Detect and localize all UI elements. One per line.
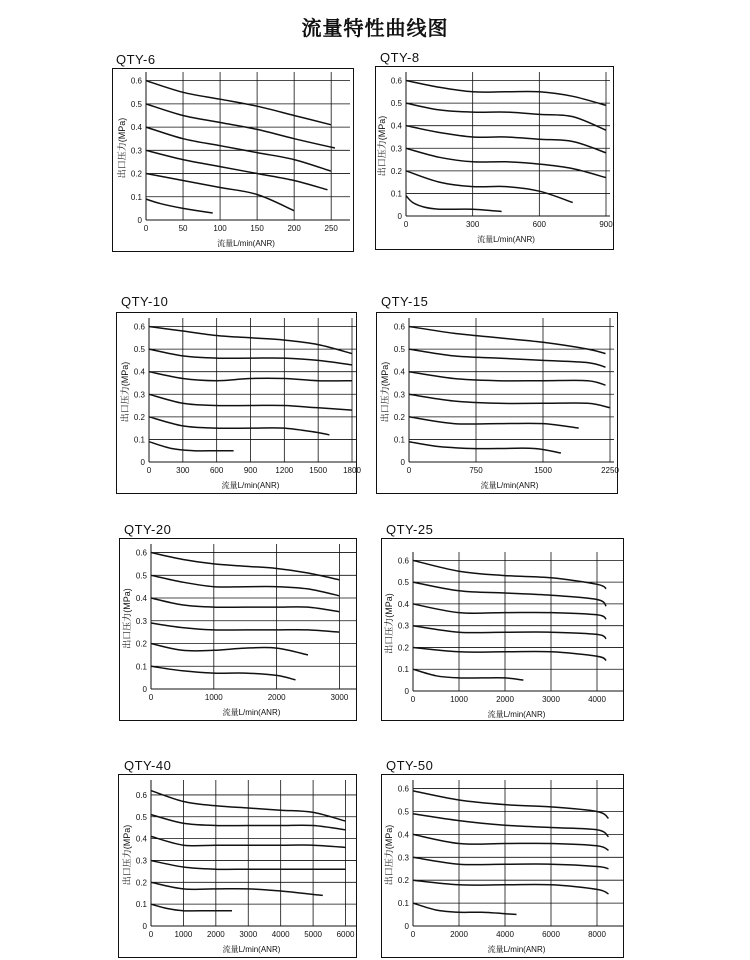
y-tick-label: 0.5: [133, 345, 145, 355]
series-line-4: [151, 882, 323, 895]
x-tick-label: 4000: [496, 930, 514, 939]
x-tick-label: 3000: [542, 695, 560, 704]
series-line-1: [413, 582, 606, 606]
y-tick-label: 0.4: [135, 834, 147, 844]
series-line-1: [406, 103, 606, 130]
series-line-5: [151, 904, 232, 911]
y-axis-label: 出口压力(MPa): [120, 361, 130, 423]
y-tick-label: 0.1: [135, 900, 147, 910]
series-line-4: [413, 880, 609, 894]
x-tick-label: 2000: [496, 695, 514, 704]
x-tick-label: 900: [599, 220, 613, 229]
series-line-3: [151, 623, 339, 632]
y-tick-label: 0.6: [130, 76, 142, 86]
y-tick-label: 0.4: [397, 599, 409, 609]
y-tick-label: 0.6: [397, 784, 409, 794]
x-tick-label: 1500: [534, 466, 552, 475]
y-tick-label: 0.6: [133, 322, 145, 332]
y-tick-label: 0.6: [135, 790, 147, 800]
y-tick-label: 0.1: [397, 899, 409, 909]
x-tick-label: 600: [209, 466, 224, 475]
y-tick-label: 0.5: [135, 812, 147, 822]
x-tick-label: 250: [324, 224, 338, 233]
y-tick-label: 0.5: [397, 807, 409, 817]
y-tick-label: 0.2: [397, 876, 409, 886]
x-tick-label: 0: [410, 930, 416, 939]
series-line-1: [409, 349, 606, 367]
x-tick-label: 750: [469, 466, 483, 475]
x-tick-label: 1000: [450, 695, 468, 704]
y-tick-label: 0.4: [135, 594, 147, 604]
y-axis-label: 出口压力(MPa): [384, 824, 394, 886]
x-tick-label: 0: [146, 466, 152, 475]
y-axis-label: 出口压力(MPa): [380, 361, 390, 423]
y-tick-label: 0.1: [135, 662, 147, 672]
chart-title: QTY-8: [380, 50, 420, 65]
x-tick-label: 200: [287, 224, 301, 233]
x-tick-label: 100: [213, 224, 227, 233]
y-tick-label: 0.3: [393, 390, 405, 400]
y-tick-label: 0.1: [393, 435, 405, 445]
series-line-1: [146, 104, 335, 148]
series-line-5: [406, 196, 502, 212]
series-line-3: [406, 148, 606, 177]
y-tick-label: 0.5: [130, 99, 142, 109]
x-tick-label: 0: [403, 220, 409, 229]
x-tick-label: 4000: [588, 695, 606, 704]
series-line-4: [413, 648, 606, 661]
chart-1: [376, 72, 613, 244]
x-tick-label: 300: [465, 220, 480, 229]
y-tick-label: 0.3: [135, 616, 147, 626]
chart-title: QTY-15: [381, 294, 429, 309]
x-tick-label: 2000: [206, 930, 225, 939]
y-tick-label: 0.5: [135, 571, 147, 581]
y-tick-label: 0: [142, 922, 147, 931]
y-tick-label: 0.2: [390, 166, 402, 176]
y-tick-label: 0.1: [390, 189, 402, 199]
x-tick-label: 1000: [174, 930, 193, 939]
x-tick-label: 8000: [588, 930, 606, 939]
y-tick-label: 0: [400, 458, 405, 467]
y-tick-label: 0.4: [393, 367, 405, 377]
series-line-0: [406, 81, 606, 106]
y-tick-label: 0.2: [397, 643, 409, 653]
y-tick-label: 0: [140, 458, 145, 467]
y-tick-label: 0.6: [393, 322, 405, 332]
y-tick-label: 0.4: [390, 121, 402, 131]
series-line-1: [151, 575, 339, 596]
series-line-4: [409, 417, 579, 428]
x-tick-label: 0: [148, 930, 154, 939]
x-tick-label: 1000: [204, 693, 223, 702]
x-tick-label: 2250: [601, 466, 619, 475]
x-tick-label: 0: [143, 224, 149, 233]
series-line-3: [413, 626, 606, 639]
chart-6: [121, 780, 356, 954]
x-tick-label: 0: [148, 693, 154, 702]
y-tick-label: 0.1: [133, 435, 145, 445]
y-tick-label: 0.3: [130, 146, 142, 156]
series-line-0: [413, 791, 609, 819]
y-tick-label: 0.5: [397, 578, 409, 588]
y-tick-label: 0.1: [130, 192, 142, 202]
y-tick-label: 0.4: [133, 367, 145, 377]
x-tick-label: 1200: [275, 466, 294, 475]
series-line-3: [413, 857, 609, 868]
x-axis-label: 流量L/min(ANR): [480, 481, 539, 490]
series-line-4: [151, 644, 308, 655]
x-axis-label: 流量L/min(ANR): [222, 708, 281, 717]
series-line-5: [413, 903, 517, 914]
x-tick-label: 0: [410, 695, 416, 704]
x-axis-label: 流量L/min(ANR): [217, 239, 275, 248]
x-tick-label: 150: [250, 224, 264, 233]
x-tick-label: 6000: [542, 930, 560, 939]
x-tick-label: 4000: [271, 930, 290, 939]
x-tick-label: 900: [243, 466, 258, 475]
x-tick-label: 50: [178, 224, 188, 233]
y-axis-label: 出口压力(MPa): [384, 593, 394, 654]
series-line-5: [151, 666, 296, 680]
chart-2: [119, 318, 361, 490]
y-tick-label: 0.5: [393, 345, 405, 355]
y-tick-label: 0.2: [135, 878, 147, 888]
chart-title: QTY-10: [121, 294, 169, 309]
series-line-2: [413, 604, 606, 619]
series-line-1: [413, 814, 609, 837]
y-tick-label: 0.3: [397, 853, 409, 863]
chart-4: [121, 544, 356, 717]
x-tick-label: 2000: [450, 930, 468, 939]
x-tick-label: 600: [532, 220, 547, 229]
series-line-2: [409, 372, 606, 386]
y-tick-label: 0: [404, 687, 409, 696]
chart-title: QTY-6: [116, 52, 156, 67]
x-tick-label: 3000: [330, 693, 349, 702]
y-tick-label: 0: [397, 212, 402, 221]
y-tick-label: 0: [137, 216, 142, 225]
y-axis-label: 出口压力(MPa): [122, 824, 132, 886]
y-tick-label: 0.6: [397, 556, 409, 566]
x-tick-label: 1500: [309, 466, 328, 475]
y-tick-label: 0.3: [133, 390, 145, 400]
series-line-4: [149, 417, 329, 435]
y-tick-label: 0.4: [130, 123, 142, 133]
x-axis-label: 流量L/min(ANR): [487, 945, 546, 954]
x-tick-label: 3000: [239, 930, 258, 939]
series-line-5: [409, 442, 561, 453]
x-tick-label: 5000: [304, 930, 322, 939]
y-tick-label: 0.1: [397, 665, 409, 675]
chart-0: [116, 72, 350, 248]
series-line-5: [146, 199, 213, 213]
series-line-2: [413, 834, 609, 850]
page-title: 流量特性曲线图: [301, 16, 449, 40]
series-line-3: [409, 394, 610, 408]
y-tick-label: 0.6: [390, 76, 402, 86]
series-line-0: [409, 327, 606, 354]
series-line-0: [146, 81, 331, 125]
x-axis-label: 流量L/min(ANR): [477, 235, 535, 244]
y-tick-label: 0.5: [390, 99, 402, 109]
series-line-2: [151, 598, 339, 612]
y-tick-label: 0.3: [390, 144, 402, 154]
x-tick-label: 0: [406, 466, 412, 475]
y-axis-label: 出口压力(MPa): [122, 588, 132, 649]
chart-title: QTY-25: [386, 522, 434, 537]
series-line-5: [149, 442, 234, 451]
chart-5: [383, 552, 624, 719]
series-line-5: [413, 669, 523, 680]
y-tick-label: 0.2: [393, 412, 405, 422]
y-tick-label: 0.2: [130, 169, 142, 179]
x-axis-label: 流量L/min(ANR): [222, 945, 281, 954]
x-axis-label: 流量L/min(ANR): [487, 710, 546, 719]
series-line-4: [406, 171, 573, 203]
series-line-2: [146, 127, 331, 171]
y-axis-label: 出口压力(MPa): [377, 115, 387, 177]
series-line-3: [146, 150, 328, 190]
chart-title: QTY-40: [124, 758, 172, 773]
chart-title: QTY-50: [386, 758, 434, 773]
y-axis-label: 出口压力(MPa): [117, 117, 127, 179]
y-tick-label: 0.2: [133, 412, 145, 422]
x-tick-label: 1800: [343, 466, 361, 475]
y-tick-label: 0: [142, 685, 147, 694]
x-axis-label: 流量L/min(ANR): [221, 481, 280, 490]
x-tick-label: 2000: [267, 693, 286, 702]
y-tick-label: 0.3: [397, 621, 409, 631]
y-tick-label: 0: [404, 922, 409, 931]
y-tick-label: 0.2: [135, 639, 147, 649]
x-tick-label: 300: [176, 466, 190, 475]
series-line-2: [406, 126, 606, 153]
chart-3: [379, 318, 619, 490]
series-line-0: [413, 560, 606, 588]
y-tick-label: 0.4: [397, 830, 409, 840]
x-tick-label: 6000: [336, 930, 355, 939]
y-tick-label: 0.3: [135, 856, 147, 866]
y-tick-label: 0.6: [135, 548, 147, 558]
series-line-0: [151, 553, 339, 580]
chart-7: [383, 780, 624, 954]
chart-title: QTY-20: [124, 522, 172, 537]
